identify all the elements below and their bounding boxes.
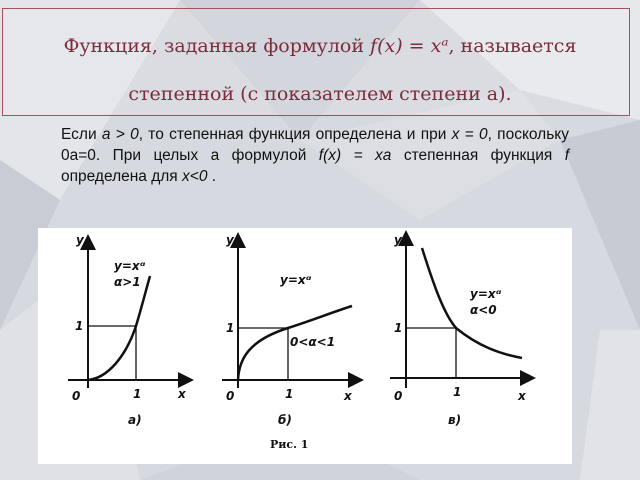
x-axis-label: x xyxy=(518,389,526,403)
y-axis-label: y xyxy=(226,233,234,247)
text-segment-italic: x<0 xyxy=(182,168,208,185)
text-segment: , поскольку 0а=0. При целых а формулой xyxy=(61,126,569,164)
formula-label: y=xᵅ xyxy=(114,259,146,273)
panel-a xyxy=(68,233,187,427)
panel-tag: а) xyxy=(128,413,142,427)
x-axis-label: x xyxy=(344,389,352,403)
text-segment: Если xyxy=(61,126,102,143)
panel-tag: б) xyxy=(278,413,292,427)
x-axis-label: x xyxy=(178,387,186,401)
curve-alpha-gt-1 xyxy=(88,276,150,380)
origin-label: 0 xyxy=(226,389,235,403)
text-segment: . xyxy=(207,168,217,185)
y-one-label: 1 xyxy=(226,321,235,335)
title-prefix: Функция, заданная формулой xyxy=(63,35,371,57)
text-segment-italic: f(x) = xa xyxy=(318,147,392,164)
y-axis-label: y xyxy=(394,233,402,247)
text-segment: определена для xyxy=(61,168,183,185)
y-one-label: 1 xyxy=(394,321,403,335)
text-segment: , то степенная функция определена и при xyxy=(138,126,452,143)
slide-title xyxy=(20,22,620,118)
x-one-label: 1 xyxy=(285,387,294,401)
figure-svg xyxy=(38,228,572,464)
figure-caption: Рис. 1 xyxy=(270,438,309,451)
origin-label: 0 xyxy=(72,389,81,403)
text-segment-italic: x = 0 xyxy=(451,126,488,143)
power-function-figure xyxy=(38,228,572,464)
condition-label: α>1 xyxy=(114,275,141,289)
title-line-2: степенной (с показателем степени а). xyxy=(128,83,512,105)
text-segment-italic: а > 0 xyxy=(101,126,139,143)
panel-c xyxy=(390,233,528,427)
origin-label: 0 xyxy=(394,389,403,403)
text-segment: степенная функция xyxy=(391,147,565,164)
text-segment-italic: f xyxy=(564,147,569,164)
formula-label: y=xᵅ xyxy=(280,273,312,287)
panel-b xyxy=(222,233,356,427)
title-line-1 xyxy=(20,22,620,70)
title-suffix: , называется xyxy=(448,35,577,57)
x-one-label: 1 xyxy=(133,387,142,401)
panel-tag: в) xyxy=(448,413,462,427)
formula-label: y=xᵅ xyxy=(470,287,502,301)
x-one-label: 1 xyxy=(453,385,462,399)
condition-label: α<0 xyxy=(470,303,497,317)
body-paragraph xyxy=(61,124,569,187)
condition-label: 0<α<1 xyxy=(290,335,336,349)
y-one-label: 1 xyxy=(75,319,84,333)
y-axis-label: y xyxy=(76,233,84,247)
title-formula: f(x) = xᵃ xyxy=(370,35,449,57)
